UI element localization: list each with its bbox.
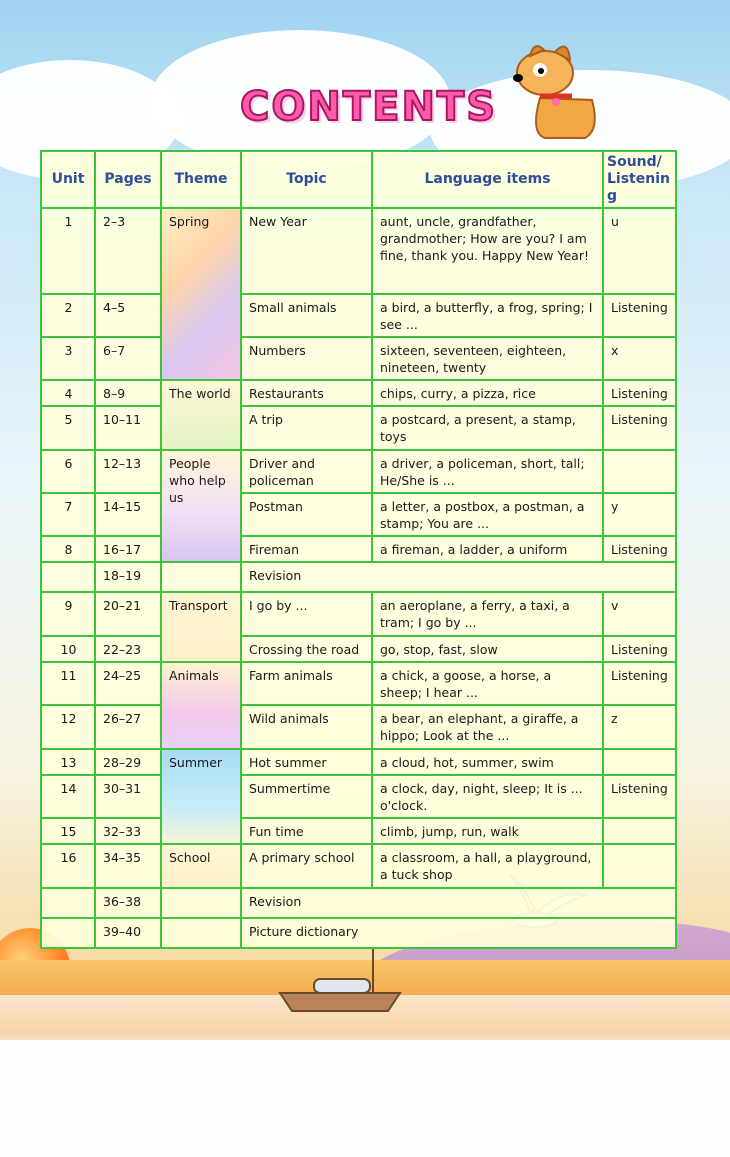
language-cell: an aeroplane, a ferry, a taxi, a tram; I go by ... — [372, 592, 603, 636]
topic-cell: Wild animals — [241, 705, 372, 749]
sound-cell: Listening — [603, 294, 676, 337]
topic-cell: Numbers — [241, 337, 372, 380]
language-cell: chips, curry, a pizza, rice — [372, 380, 603, 406]
table-row — [41, 450, 676, 493]
picture-dictionary-cell: Picture dictionary — [241, 918, 676, 948]
theme-cell: Spring — [161, 208, 241, 380]
sound-cell: Listening — [603, 536, 676, 562]
unit-cell: 13 — [41, 749, 95, 775]
pages-cell: 6–7 — [95, 337, 161, 380]
theme-cell: Transport — [161, 592, 241, 662]
theme-cell — [161, 918, 241, 948]
table-row — [41, 918, 676, 948]
sound-cell — [603, 749, 676, 775]
sound-cell: z — [603, 705, 676, 749]
header-sound-listening: Sound/ Listening — [603, 151, 676, 208]
pages-cell: 34–35 — [95, 844, 161, 888]
theme-cell — [161, 888, 241, 918]
topic-cell: Hot summer — [241, 749, 372, 775]
unit-cell: 4 — [41, 380, 95, 406]
topic-cell: A primary school — [241, 844, 372, 888]
header-language-items: Language items — [372, 151, 603, 208]
table-row — [41, 380, 676, 406]
topic-cell: Summertime — [241, 775, 372, 818]
sound-cell: Listening — [603, 380, 676, 406]
table-row — [41, 888, 676, 918]
theme-cell: School — [161, 844, 241, 888]
unit-cell — [41, 562, 95, 592]
pages-cell: 20–21 — [95, 592, 161, 636]
dog-icon — [500, 38, 610, 148]
theme-cell: People who help us — [161, 450, 241, 562]
table-row — [41, 636, 676, 662]
sound-cell: x — [603, 337, 676, 380]
language-cell: go, stop, fast, slow — [372, 636, 603, 662]
pages-cell: 36–38 — [95, 888, 161, 918]
pages-cell: 39–40 — [95, 918, 161, 948]
unit-cell: 15 — [41, 818, 95, 844]
topic-cell: Postman — [241, 493, 372, 536]
language-cell: a letter, a postbox, a postman, a stamp; You are ... — [372, 493, 603, 536]
sound-cell: y — [603, 493, 676, 536]
table-row — [41, 493, 676, 536]
unit-cell: 11 — [41, 662, 95, 705]
pages-cell: 18–19 — [95, 562, 161, 592]
pages-cell: 12–13 — [95, 450, 161, 493]
table-row — [41, 705, 676, 749]
table-row — [41, 818, 676, 844]
unit-cell — [41, 888, 95, 918]
pages-cell: 16–17 — [95, 536, 161, 562]
topic-cell: Crossing the road — [241, 636, 372, 662]
topic-cell: Farm animals — [241, 662, 372, 705]
contents-table — [40, 150, 677, 949]
language-cell: a chick, a goose, a horse, a sheep; I hear ... — [372, 662, 603, 705]
pages-cell: 4–5 — [95, 294, 161, 337]
language-cell: a fireman, a ladder, a uniform — [372, 536, 603, 562]
sound-cell — [603, 818, 676, 844]
sound-cell: u — [603, 208, 676, 294]
language-cell: a clock, day, night, sleep; It is ... o'clock. — [372, 775, 603, 818]
header-unit: Unit — [41, 151, 95, 208]
pages-cell: 24–25 — [95, 662, 161, 705]
header-topic: Topic — [241, 151, 372, 208]
page-title: CONTENTS — [240, 84, 498, 130]
topic-cell: Driver and policeman — [241, 450, 372, 493]
topic-cell: Restaurants — [241, 380, 372, 406]
pages-cell: 30–31 — [95, 775, 161, 818]
language-cell: climb, jump, run, walk — [372, 818, 603, 844]
pages-cell: 10–11 — [95, 406, 161, 450]
sound-cell: v — [603, 592, 676, 636]
pages-cell: 26–27 — [95, 705, 161, 749]
unit-cell: 1 — [41, 208, 95, 294]
sound-cell — [603, 450, 676, 493]
table-header-row — [41, 151, 676, 208]
topic-cell: I go by ... — [241, 592, 372, 636]
unit-cell — [41, 918, 95, 948]
table-row — [41, 294, 676, 337]
topic-cell: Fun time — [241, 818, 372, 844]
unit-cell: 5 — [41, 406, 95, 450]
topic-cell: Fireman — [241, 536, 372, 562]
pages-cell: 8–9 — [95, 380, 161, 406]
table-row — [41, 844, 676, 888]
language-cell: a postcard, a present, a stamp, toys — [372, 406, 603, 450]
sound-cell: Listening — [603, 662, 676, 705]
table-row — [41, 775, 676, 818]
language-cell: aunt, uncle, grandfather, grandmother; How are you? I am fine, thank you. Happy New Year! — [372, 208, 603, 294]
pages-cell: 32–33 — [95, 818, 161, 844]
topic-cell: New Year — [241, 208, 372, 294]
unit-cell: 16 — [41, 844, 95, 888]
theme-cell: Animals — [161, 662, 241, 749]
pages-cell: 2–3 — [95, 208, 161, 294]
pages-cell: 14–15 — [95, 493, 161, 536]
pages-cell: 22–23 — [95, 636, 161, 662]
theme-cell — [161, 562, 241, 592]
language-cell: a cloud, hot, summer, swim — [372, 749, 603, 775]
table-row — [41, 536, 676, 562]
sound-cell: Listening — [603, 406, 676, 450]
unit-cell: 12 — [41, 705, 95, 749]
table-row — [41, 749, 676, 775]
sound-cell: Listening — [603, 636, 676, 662]
topic-cell: Small animals — [241, 294, 372, 337]
language-cell: a classroom, a hall, a playground, a tuck shop — [372, 844, 603, 888]
theme-cell: The world — [161, 380, 241, 450]
topic-cell: A trip — [241, 406, 372, 450]
header-pages: Pages — [95, 151, 161, 208]
revision-cell: Revision — [241, 562, 676, 592]
table-row — [41, 592, 676, 636]
table-row — [41, 406, 676, 450]
language-cell: a bird, a butterfly, a frog, spring; I see ... — [372, 294, 603, 337]
unit-cell: 14 — [41, 775, 95, 818]
theme-cell: Summer — [161, 749, 241, 844]
sound-cell: Listening — [603, 775, 676, 818]
boat-icon — [270, 945, 410, 1025]
unit-cell: 10 — [41, 636, 95, 662]
unit-cell: 2 — [41, 294, 95, 337]
unit-cell: 6 — [41, 450, 95, 493]
table-row — [41, 208, 676, 294]
language-cell: a bear, an elephant, a giraffe, a hippo; Look at the ... — [372, 705, 603, 749]
language-cell: a driver, a policeman, short, tall; He/She is ... — [372, 450, 603, 493]
table-row — [41, 662, 676, 705]
unit-cell: 8 — [41, 536, 95, 562]
unit-cell: 9 — [41, 592, 95, 636]
language-cell: sixteen, seventeen, eighteen, nineteen, twenty — [372, 337, 603, 380]
table-row — [41, 337, 676, 380]
unit-cell: 3 — [41, 337, 95, 380]
revision-cell: Revision — [241, 888, 676, 918]
table-row — [41, 562, 676, 592]
unit-cell: 7 — [41, 493, 95, 536]
sound-cell — [603, 844, 676, 888]
pages-cell: 28–29 — [95, 749, 161, 775]
header-theme: Theme — [161, 151, 241, 208]
